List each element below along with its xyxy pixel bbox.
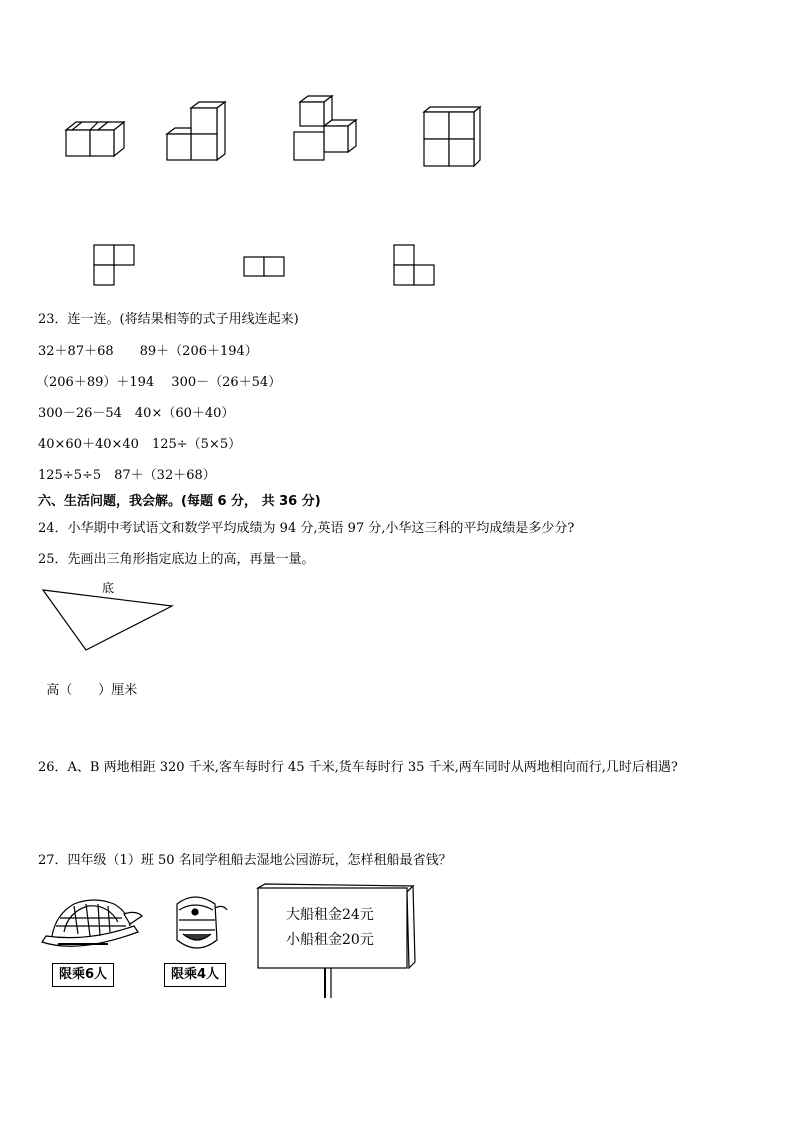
q23-row-2: （206＋89）＋194 300－（26＋54） [36,375,282,390]
section-6-title: 六、生活问题，我会解。(每题 6 分， 共 36 分) [38,494,321,509]
triangle-figure [40,585,190,655]
big-boat-limit-label: 限乘6人 [52,963,114,987]
small-boat-icon [165,890,235,960]
q25-text: 25．先画出三角形指定底边上的高，再量一量。 [38,552,315,567]
small-boat-limit-label: 限乘4人 [164,963,226,987]
cube-figure-1 [60,110,130,180]
q24-text: 24．小华期中考试语文和数学平均成绩为 94 分,英语 97 分,小华这三科的平均成绩是多少分? [38,521,575,536]
q25-answer-prefix: 高（ [46,683,73,698]
q25-answer [38,667,137,699]
q23-row-3: 300－26－54 40×（60＋40） [38,406,235,421]
sign-line-small-boat: 小船租金20元 [286,932,374,948]
q27-text: 27．四年级（1）班 50 名同学租船去湿地公园游玩，怎样租船最省钱？ [38,853,452,868]
q26-text: 26．A、B 两地相距 320 千米,客车每时行 45 千米,货车每时行 35 千米,两车同时从两地相向而行,几时后相遇? [38,760,678,775]
cube-figure-3 [290,92,370,167]
q23-row-4: 40×60＋40×40 125÷（5×5） [38,437,242,452]
view-figure-1 [92,243,142,293]
q25-answer-suffix: ）厘米 [98,683,138,698]
sign-line-big-boat: 大船租金24元 [286,907,374,923]
big-boat-icon [38,892,148,962]
view-figure-2 [242,255,292,285]
cube-figure-4 [420,104,490,174]
triangle-base-label: 底 [102,581,115,595]
q23-row-1: 32＋87＋68 89＋（206＋194） [38,344,258,359]
view-figure-3 [392,243,442,293]
cube-figure-2 [163,98,233,168]
q23-title: 23．连一连。(将结果相等的式子用线连起来) [38,312,299,327]
q23-row-5: 125÷5÷5 87＋（32＋68） [38,468,216,483]
